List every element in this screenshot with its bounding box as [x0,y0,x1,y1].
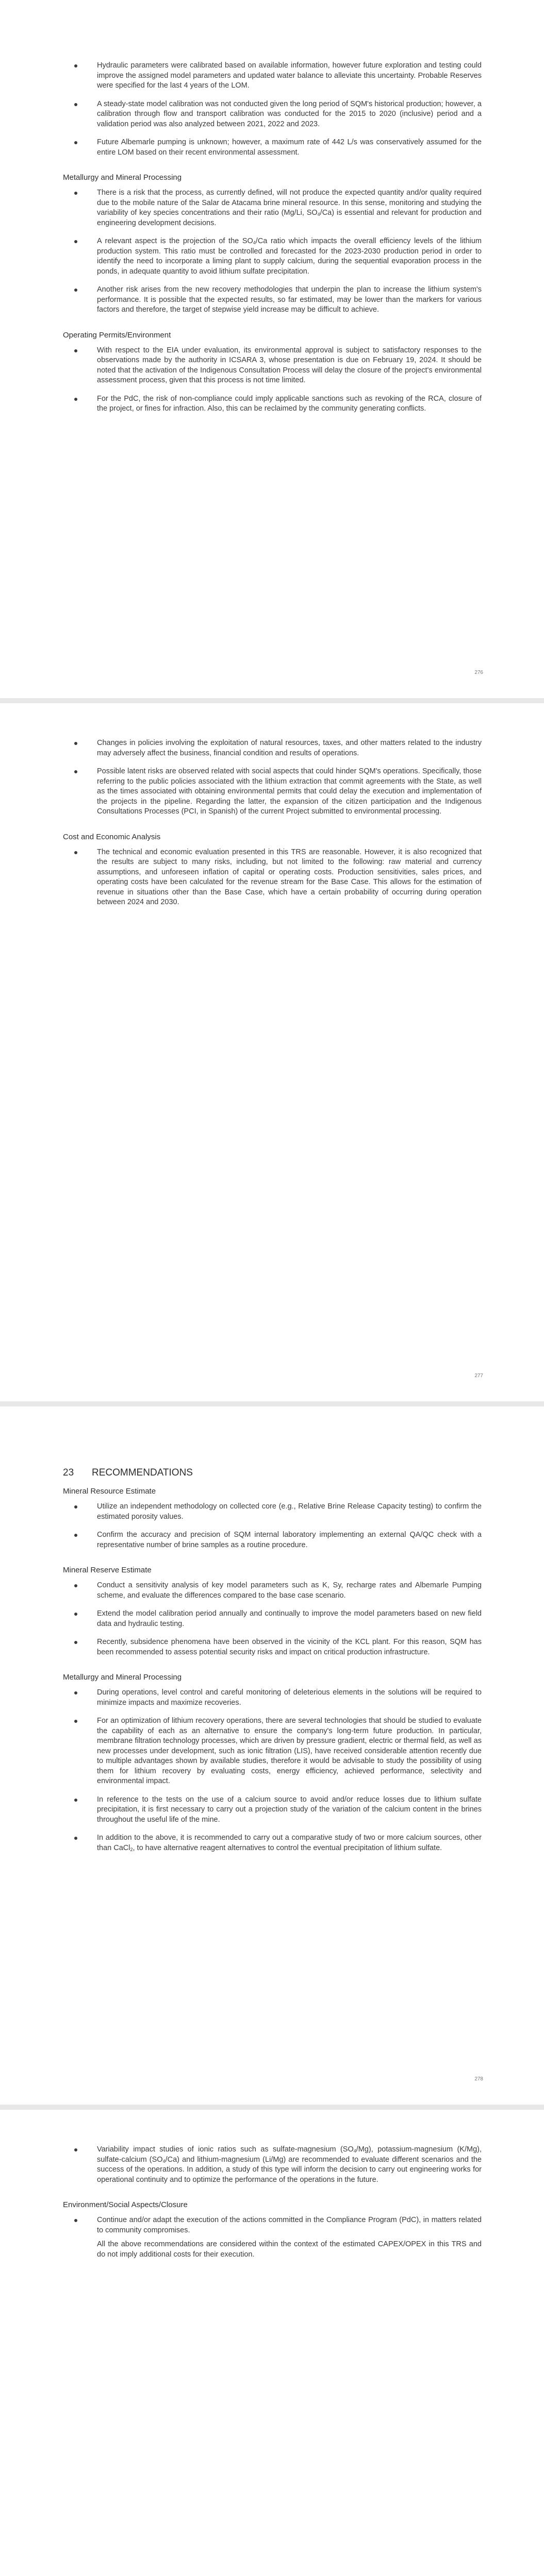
list-item: Hydraulic parameters were calibrated based on available information, however future exploration and testing could improve the assigned model parameters and updated water balance to alleviate this uncertainty. Probable Reserves were specified for the last 4 years of the LOM. [97,61,482,91]
list-item: There is a risk that the process, as currently defined, will not produce the expected quantity and/or quality required due to the mobile nature of the Salar de Atacama brine mineral resource. In this sense, monitoring and studying the variability of key species concentrations and their ratio (Mg/Li, $SO_4/Ca$) is essential and relevant for production and engineering development decisions. [97,188,482,228]
closing-paragraph: All the above recommendations are considered within the context of the estimated CAPEX/OPEX in this TRS and do not imply additional costs for their execution. [97,2240,482,2259]
list-item: With respect to the EIA under evaluation, its environmental approval is subject to satisfactory responses to the observations made by the authority in ICSARA 3, whose presentation is due on February 19, 2024. It should be noted that the activation of the Indigenous Consultation Process will delay the closure of the project's environmental assessment process, given that this process is not time limited. [97,346,482,386]
section-heading: Mineral Reserve Estimate [63,1566,152,1574]
list-item: Another risk arises from the new recovery methodologies that underpin the plan to increase the lithium system's performance. It is possible that the expected results, so far estimated, may be lower than the markers for various factors and therefore, the target of stepwise yield increase may be difficult to achieve. [97,285,482,315]
list-item: During operations, level control and careful monitoring of deleterious elements in the solutions will be required to minimize impacts and maximize recoveries. [97,1688,482,1708]
section-heading: Metallurgy and Mineral Processing [63,1673,182,1682]
page-number: 278 [474,2076,483,2082]
bullet-list [63,738,482,817]
list-item: In addition to the above, it is recommended to carry out a comparative study of two or more calcium sources, other than CaCl$_2$, to have alternative reagent alternatives to control the eventual precipitation of lithium sulfate. [97,1833,482,1853]
page-278 [0,1406,544,2105]
section-heading: Cost and Economic Analysis [63,832,161,841]
bullet-list [63,2145,482,2185]
page-279 [0,2110,544,2576]
list-item: Continue and/or adapt the execution of the actions committed in the Compliance Program (PdC), in matters related to community compromises. [97,2215,482,2235]
page-number: 277 [474,1373,483,1379]
section-heading: Operating Permits/Environment [63,330,171,340]
section-heading: Mineral Resource Estimate [63,1487,156,1496]
page-276 [0,0,544,698]
list-item: Extend the model calibration period annually and continually to improve the model parameters based on new field data and hydraulic testing. [97,1609,482,1629]
bullet-list [63,1581,482,1657]
list-item: Changes in policies involving the exploitation of natural resources, taxes, and other matters related to the industry may adversely affect the business, financial condition and results of operations. [97,738,482,758]
list-item: A steady-state model calibration was not conducted given the long period of SQM's historical production; however, a calibration through flow and transport calibration was conducted for the 2015 to 2020 (inclusive) period and a validation period was also analyzed between 2021, 2022 and 2023. [97,99,482,130]
list-item: Conduct a sensitivity analysis of key model parameters such as K, Sy, recharge rates and Albemarle Pumping scheme, and evaluate the differences compared to the base case scenario. [97,1581,482,1601]
bullet-list [63,2215,482,2235]
bullet-list [63,346,482,414]
list-item: Recently, subsidence phenomena have been observed in the vicinity of the KCL plant. For this reason, SQM has been recommended to assess potential security risks and impact on critical production infrastructure. [97,1637,482,1657]
page-number: 276 [474,670,483,675]
list-item: Confirm the accuracy and precision of SQM internal laboratory implementing an external QA/QC check with a representative number of brine samples as a routine procedure. [97,1530,482,1550]
list-item: For an optimization of lithium recovery operations, there are several technologies that should be studied to evaluate the capability of each as an alternative to ensure the company's long-term future production. In particular, membrane filtration technology processes, which are driven by pressure gradient, electric or thermal field, as well as new processes under development, such as ionic filtration (LIS), have received considerable attention recently due to multiple advantages shown by available studies, therefore it would be advisable to study the possibility of using them for lithium recovery by evaluating costs, energy efficiency, achieved performance, selectivity and environmental impact. [97,1716,482,1787]
chapter-title-text: RECOMMENDATIONS [92,1467,193,1478]
list-item: Possible latent risks are observed related with social aspects that could hinder SQM's operations. Specifically, those referring to the public policies associated with the lithium extraction that commit agreements with the State, as well as the times associated with obtaining environmental permits that could delay the execution and implementation of the projects in the pipeline. Regarding the latter, the expansion of the citizen participation and the Indigenous Consultations Processes (PCI, in Spanish) of the current Project submitted to environmental processing. [97,767,482,817]
list-item: A relevant aspect is the projection of the $SO_4/Ca$ ratio which impacts the overall efficiency levels of the lithium production system. This ratio must be controlled and forecasted for the 2023-2030 production period in order to identify the need to incorporate a liming plant to supply calcium, during the sequential evaporation process in the ponds, in adequate quantity to avoid lithium sulfate precipitation. [97,236,482,277]
chapter-number: 23 [63,1467,74,1478]
section-heading: Environment/Social Aspects/Closure [63,2200,188,2209]
list-item: Utilize an independent methodology on collected core (e.g., Relative Brine Release Capacity testing) to confirm the estimated porosity values. [97,1502,482,1522]
page-277 [0,703,544,1401]
list-item: The technical and economic evaluation presented in this TRS are reasonable. However, it is also recognized that the results are subject to many risks, including, but not limited to the following: raw material and currency assumptions, and unforeseen inflation of capital or operating costs. Production sensitivities, sales prices, and operating costs have been calculated for the revenue stream for the Base Case. This allows for the estimation of revenue in situations other than the Base Case, which have a certain probability of occurring during operation between 2024 and 2030. [97,848,482,908]
chapter-title [63,1467,482,1479]
bullet-list [63,1502,482,1550]
bullet-list [63,1688,482,1853]
bullet-list [63,848,482,908]
list-item: In reference to the tests on the use of a calcium source to avoid and/or reduce losses due to lithium sulfate precipitation, it is first necessary to carry out a projection study of the variation of the calcium content in the brines throughout the useful life of the mine. [97,1795,482,1825]
bullet-list [63,61,482,158]
list-item: Future Albemarle pumping is unknown; however, a maximum rate of 442 L/s was conservatively assumed for the entire LOM based on their recent environmental assessment. [97,138,482,158]
section-heading: Metallurgy and Mineral Processing [63,173,182,182]
bullet-list [63,188,482,315]
list-item: Variability impact studies of ionic ratios such as sulfate-magnesium $(SO_4/Mg)$, potassium-magnesium (K/Mg), sulfate-calcium $(SO_4/Ca)$ and lithium-magnesium (Li/Mg) are recommended to evaluate different scenarios and the success of the operations. In addition, a study of this type will inform the decision to carry out engineering works for operational continuity and to optimize the performance of the operations in the future. [97,2145,482,2185]
list-item: For the PdC, the risk of non-compliance could imply applicable sanctions such as revoking of the RCA, closure of the project, or fines for infraction. Also, this can be reclaimed by the community generating conflicts. [97,394,482,414]
